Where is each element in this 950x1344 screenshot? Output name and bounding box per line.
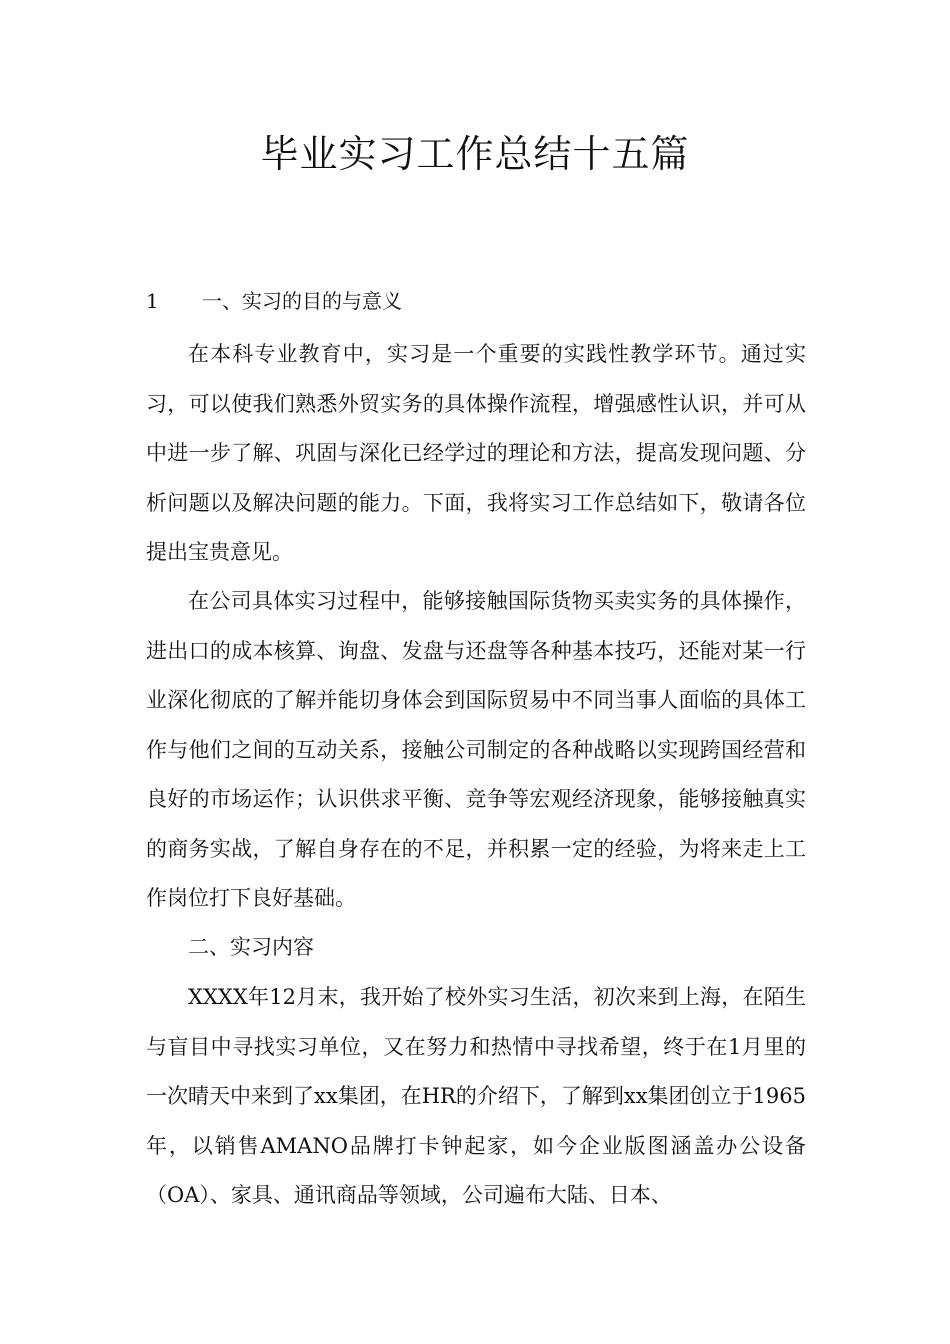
section-heading: 二、实习内容 — [188, 935, 314, 959]
section-heading: 一、实习的目的与意义 — [202, 289, 402, 313]
document-title: 毕业实习工作总结十五篇 — [260, 132, 690, 176]
paragraph: XXXX年12月末，我开始了校外实习生活，初次来到上海，在陌生与盲目中寻找实习单位，又在努力和热情中寻找希望，终于在1月里的一次晴天中来到了xx集团，在HR的介绍下，了解到xx集团创立于1965年，以销售AMANO品牌打卡钟起家，如今企业版图涵盖办公设备（OA）、家具、通讯商品等领域，公司遍布大陆、日本、 — [146, 985, 806, 1207]
paragraph: 在公司具体实习过程中，能够接触国际货物买卖实务的具体操作，进出口的成本核算、询盘、发盘与还盘等各种基本技巧，还能对某一行业深化彻底的了解并能切身体会到国际贸易中不同当事人面临的具体工作与他们之间的互动关系，接触公司制定的各种战略以实现跨国经营和良好的市场运作；认识供求平衡、竞争等宏观经济现象，能够接触真实的商务实战，了解自身存在的不足，并积累一定的经验，为将来走上工作岗位打下良好基础。 — [146, 589, 806, 910]
paragraph: 在本科专业教育中，实习是一个重要的实践性教学环节。通过实习，可以使我们熟悉外贸实务的具体操作流程，增强感性认识，并可从中进一步了解、巩固与深化已经学过的理论和方法，提高发现问题、分析问题以及解决问题的能力。下面，我将实习工作总结如下，敬请各位提出宝贵意见。 — [146, 342, 806, 564]
section-number: 1 — [146, 289, 159, 313]
